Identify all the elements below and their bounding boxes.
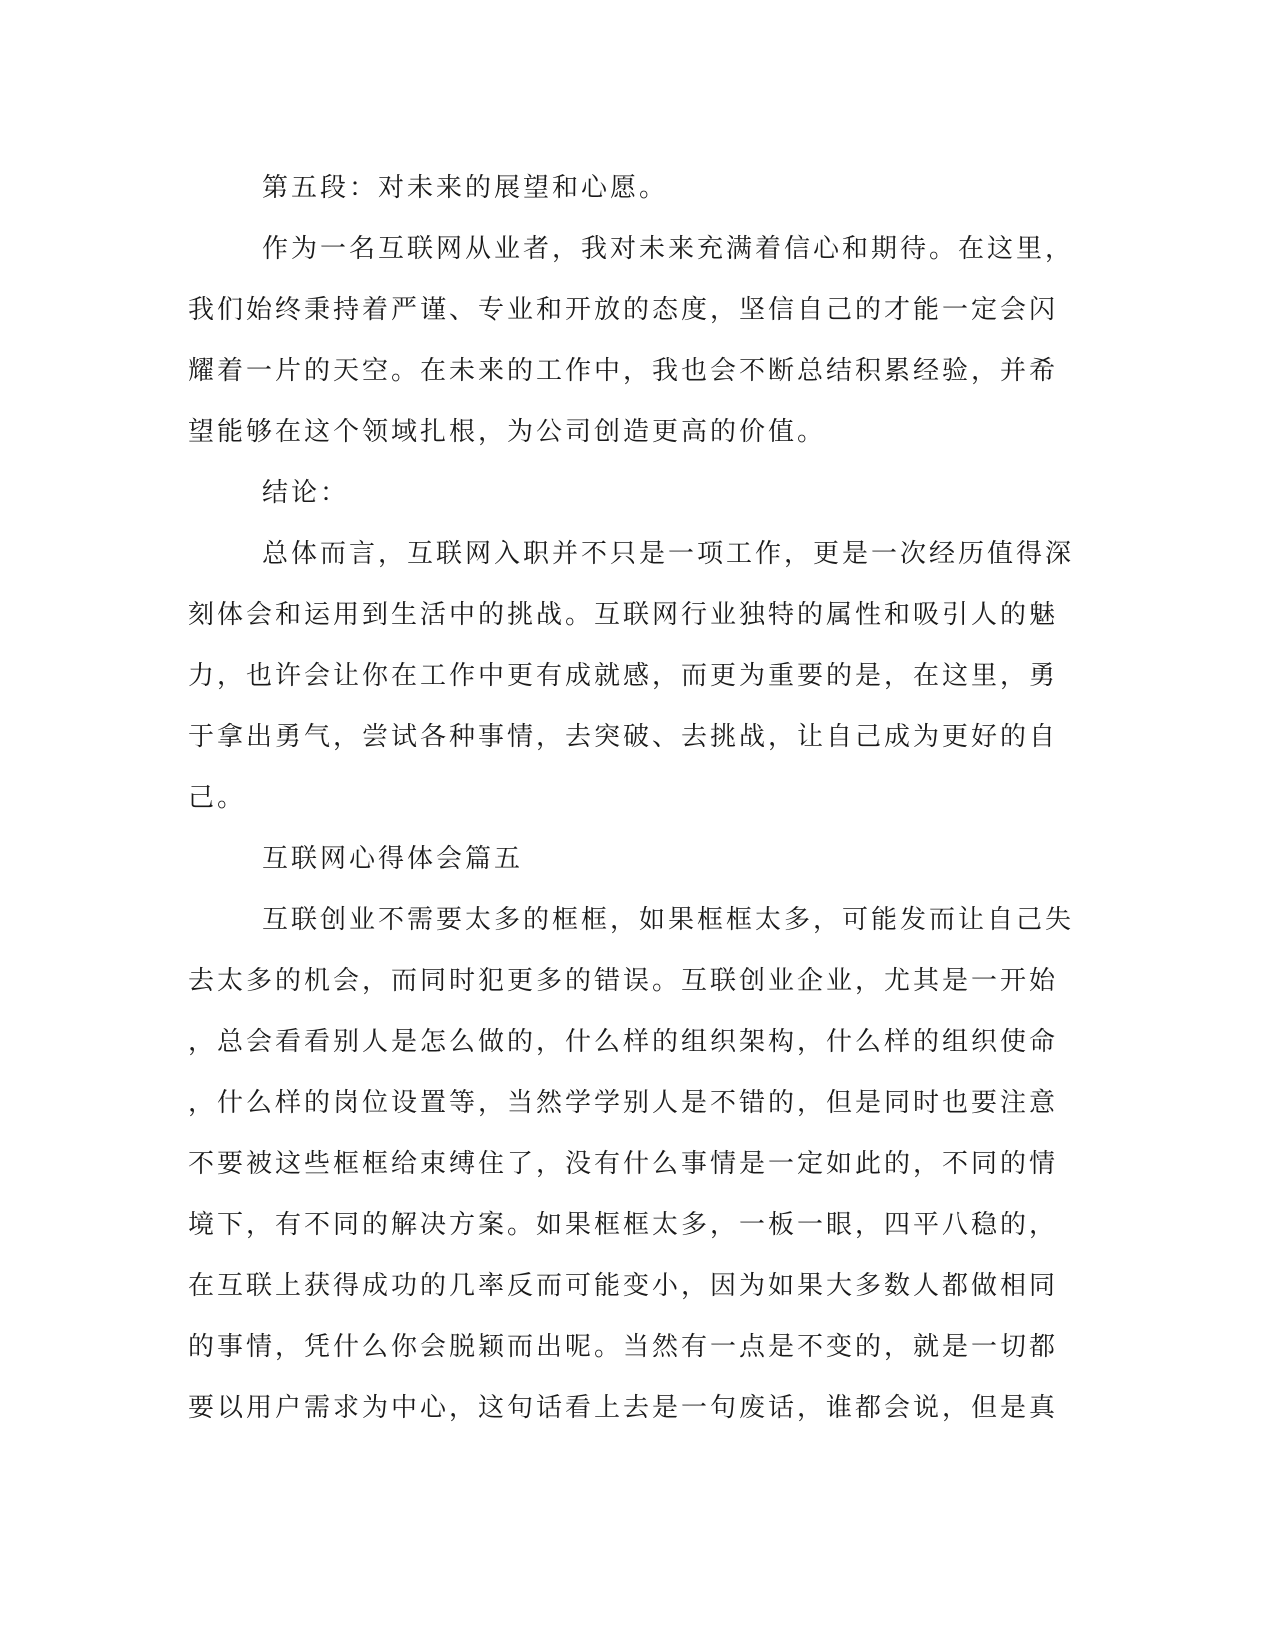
text-line: 我们始终秉持着严谨、专业和开放的态度，坚信自己的才能一定会闪 xyxy=(188,295,1059,325)
text-line: 在互联上获得成功的几率反而可能变小，因为如果大多数人都做相同 xyxy=(188,1271,1059,1301)
text-line: 作为一名互联网从业者，我对未来充满着信心和期待。在这里， xyxy=(262,234,1075,264)
text-line: 要以用户需求为中心，这句话看上去是一句废话，谁都会说，但是真 xyxy=(188,1393,1059,1423)
article-five-title xyxy=(188,829,1068,890)
text-line: 刻体会和运用到生活中的挑战。互联网行业独特的属性和吸引人的魅 xyxy=(188,600,1059,630)
article-five-paragraph xyxy=(188,890,1075,1439)
document-body xyxy=(188,158,1075,1439)
text-line: 第五段：对未来的展望和心愿。 xyxy=(262,173,669,203)
text-line: 互联创业不需要太多的框框，如果框框太多，可能发而让自己失 xyxy=(262,905,1075,935)
text-line: 己。 xyxy=(188,783,247,813)
text-line: 去太多的机会，而同时犯更多的错误。互联创业企业，尤其是一开始 xyxy=(188,966,1059,996)
conclusion-heading xyxy=(188,463,1068,524)
text-line: 于拿出勇气，尝试各种事情，去突破、去挑战，让自己成为更好的自 xyxy=(188,722,1059,752)
section-five-paragraph xyxy=(188,219,1075,463)
text-line: 力，也许会让你在工作中更有成就感，而更为重要的是，在这里，勇 xyxy=(188,661,1059,691)
text-line: 总体而言，互联网入职并不只是一项工作，更是一次经历值得深 xyxy=(262,539,1075,569)
conclusion-paragraph xyxy=(188,524,1075,829)
section-five-heading xyxy=(188,158,1068,219)
text-line: 境下，有不同的解决方案。如果框框太多，一板一眼，四平八稳的， xyxy=(188,1210,1059,1240)
text-line: 不要被这些框框给束缚住了，没有什么事情是一定如此的，不同的情 xyxy=(188,1149,1059,1179)
text-line: 结论： xyxy=(262,478,350,508)
text-line: 的事情，凭什么你会脱颖而出呢。当然有一点是不变的，就是一切都 xyxy=(188,1332,1059,1362)
text-line: 耀着一片的天空。在未来的工作中，我也会不断总结积累经验，并希 xyxy=(188,356,1059,386)
text-line: 望能够在这个领域扎根，为公司创造更高的价值。 xyxy=(188,417,827,447)
text-line: ，总会看看别人是怎么做的，什么样的组织架构，什么样的组织使命 xyxy=(188,1027,1059,1057)
text-line: ，什么样的岗位设置等，当然学学别人是不错的，但是同时也要注意 xyxy=(188,1088,1059,1118)
text-line: 互联网心得体会篇五 xyxy=(262,844,524,874)
